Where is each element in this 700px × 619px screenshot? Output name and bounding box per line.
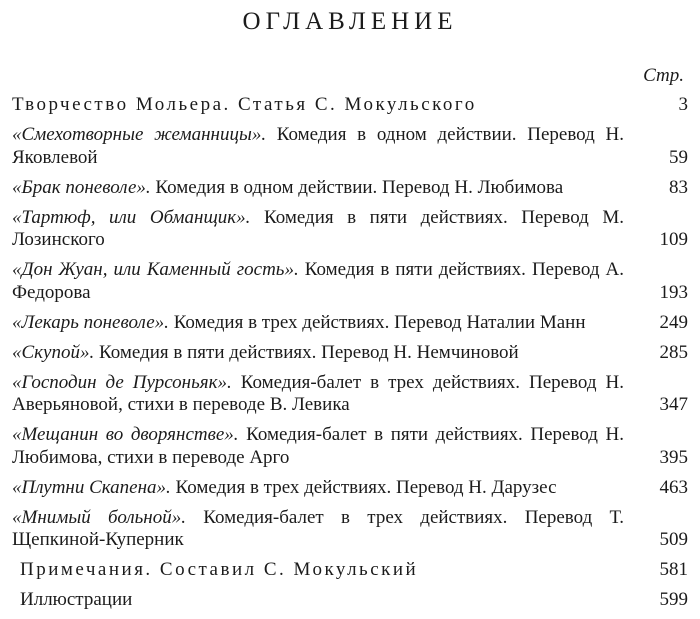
toc-entry-description: Комедия-балет в трех действиях. Перевод Т. Щепкиной-Куперник	[12, 506, 625, 550]
toc-entry-description: Комедия в трех действиях. Перевод Н. Дарузес	[170, 476, 557, 498]
toc-entry-page: 285	[659, 341, 688, 363]
toc-entry-text	[12, 259, 624, 304]
toc-entry-page: 599	[659, 589, 688, 610]
toc-entry	[12, 312, 688, 335]
toc-entry-page: 347	[659, 394, 688, 415]
toc-entry-page: 395	[659, 446, 688, 468]
toc-entry-text	[12, 94, 624, 117]
toc-entry-page: 509	[659, 529, 688, 550]
toc-entry	[12, 177, 688, 200]
toc-entry-title: «Скупой».	[12, 341, 95, 363]
toc-entry-page: 463	[659, 476, 688, 498]
toc-entry-page: 3	[678, 94, 688, 115]
toc-entry-description: Примечания. Составил С. Мокульский	[20, 559, 419, 580]
toc-entry	[12, 372, 688, 417]
toc-entry-title: «Брак поневоле».	[12, 176, 151, 198]
page-title: ОГЛАВЛЕНИЕ	[242, 8, 458, 35]
toc-entry-text	[12, 507, 624, 552]
toc-entry-page: 109	[659, 229, 688, 250]
toc-entry-title: «Смехотворные жеманницы».	[12, 124, 267, 145]
toc-entry-title: «Тартюф, или Обманщик».	[12, 206, 251, 228]
toc-entry-text	[12, 372, 624, 417]
toc-entry	[12, 124, 688, 169]
toc-entry-description: Комедия в трех действиях. Перевод Наталии Манн	[168, 311, 586, 333]
toc-entry-description: Комедия-балет в пяти действиях. Перевод Н. Любимова, стихи в переводе Арго	[12, 424, 624, 468]
toc-entry-text	[12, 342, 624, 365]
toc-entry	[12, 259, 688, 304]
toc-entry-text	[20, 559, 632, 582]
toc-entry-title: «Господин де Пурсоньяк».	[12, 371, 232, 393]
toc-entry-description: Комедия-балет в трех действиях. Перевод Н. Аверьяновой, стихи в переводе В. Левика	[12, 371, 624, 415]
toc-entry-description: Комедия в пяти действиях. Перевод Н. Немчиновой	[94, 341, 519, 363]
toc-entry	[12, 559, 688, 582]
toc-entry-text	[12, 124, 624, 169]
toc-entry-description: Комедия в пяти действиях. Перевод М. Лозинского	[12, 206, 624, 250]
table-of-contents	[12, 94, 688, 619]
toc-entry-description: Иллюстрации	[20, 589, 133, 610]
toc-entry-title: «Мнимый больной».	[12, 506, 186, 528]
toc-entry-title: «Дон Жуан, или Каменный гость».	[12, 259, 299, 280]
toc-entry-description: Комедия в пяти действиях. Перевод А. Федорова	[12, 259, 624, 303]
toc-entry	[12, 589, 688, 612]
toc-entry-description: Комедия в одном действии. Перевод Н. Любимова	[150, 176, 564, 198]
toc-entry-title: «Лекарь поневоле».	[12, 311, 169, 333]
toc-entry-text	[12, 207, 624, 252]
toc-entry-page: 249	[659, 311, 688, 333]
toc-entry-text	[12, 424, 624, 469]
page-column-header: Стр.	[643, 65, 684, 86]
toc-entry	[12, 507, 688, 552]
toc-entry-description: Комедия в одном действии. Перевод Н. Яковлевой	[12, 124, 624, 168]
toc-entry-title: «Плутни Скапена».	[12, 476, 171, 498]
toc-entry-page: 83	[669, 176, 688, 198]
toc-entry	[12, 94, 688, 117]
toc-entry-text	[12, 177, 624, 200]
toc-entry-page: 581	[659, 559, 688, 580]
toc-entry-page: 193	[659, 281, 688, 303]
toc-entry	[12, 424, 688, 469]
toc-entry-text	[12, 477, 624, 500]
toc-entry	[12, 342, 688, 365]
toc-entry-text	[12, 312, 624, 335]
toc-entry-description: Творчество Мольера. Статья С. Мокульского	[12, 94, 477, 115]
toc-entry-page: 59	[669, 146, 688, 168]
toc-entry-text	[20, 589, 632, 612]
toc-entry-title: «Мещанин во дворянстве».	[12, 424, 239, 445]
toc-entry	[12, 207, 688, 252]
toc-entry	[12, 477, 688, 500]
